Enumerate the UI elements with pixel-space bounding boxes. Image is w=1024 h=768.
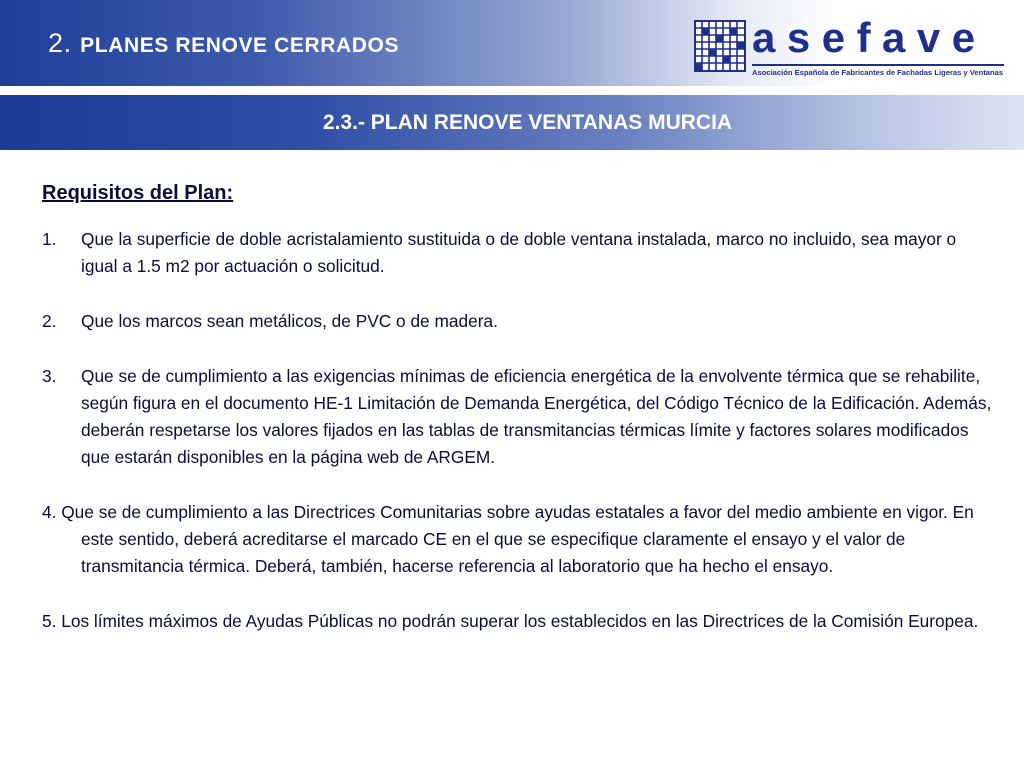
requirements-heading: Requisitos del Plan: xyxy=(42,182,234,204)
logo-grid-icon xyxy=(694,20,746,72)
item-text: Que los marcos sean metálicos, de PVC o de madera. xyxy=(81,311,498,331)
item-marker: 4. xyxy=(42,502,57,522)
item-text: Que la superficie de doble acristalamiento sustituida o de doble ventana instalada, marco no incluido, sea mayor o igual a 1.5 m2 por actuación o solicitud. xyxy=(81,229,957,276)
item-text: Que se de cumplimiento a las exigencias mínimas de eficiencia energética de la envolvente térmica que se rehabilite, según figura en el documento HE-1 Limitación de Demanda Energética, del Código Técnico de la Edificación. Además, deberán respetarse los valores fijados en las tablas de transmitancias térmicas límite y factores solares modificados que estarán disponibles en la página web de ARGEM. xyxy=(81,366,992,467)
logo-divider xyxy=(752,64,1004,66)
item-marker: 5. xyxy=(42,611,57,631)
subheader-title: 2.3.- PLAN RENOVE VENTANAS MURCIA xyxy=(322,111,733,134)
asefave-logo xyxy=(694,14,1006,82)
top-header-band xyxy=(0,0,1024,86)
item-marker: 3. xyxy=(42,366,57,386)
section-title xyxy=(48,28,399,59)
item-marker: 1. xyxy=(42,229,57,249)
list-item xyxy=(42,608,992,635)
section-number: 2. xyxy=(48,28,72,58)
list-item xyxy=(42,363,992,471)
item-text: Que se de cumplimiento a las Directrices Comunitarias sobre ayudas estatales a favor del medio ambiente en vigor. En este sentido, deberá acreditarse el marcado CE en el que se especifique claramente el ensayo y el valor de transmitancia térmica. Deberá, también, hacerse referencia al laboratorio que ha hecho el ensayo. xyxy=(61,502,974,576)
list-item xyxy=(42,499,992,580)
list-item xyxy=(42,308,992,335)
list-item xyxy=(42,226,992,280)
item-marker: 2. xyxy=(42,311,57,331)
logo-tagline: Asociación Española de Fabricantes de Fachadas Ligeras y Ventanas xyxy=(752,68,1004,77)
item-text: Los límites máximos de Ayudas Públicas no podrán superar los establecidos en las Directrices de la Comisión Europea. xyxy=(61,611,979,631)
subheader-band xyxy=(0,95,1024,150)
section-title-text: PLANES RENOVE CERRADOS xyxy=(80,34,400,57)
logo-wordmark: asefave xyxy=(752,14,987,61)
requirements-section xyxy=(42,178,992,663)
